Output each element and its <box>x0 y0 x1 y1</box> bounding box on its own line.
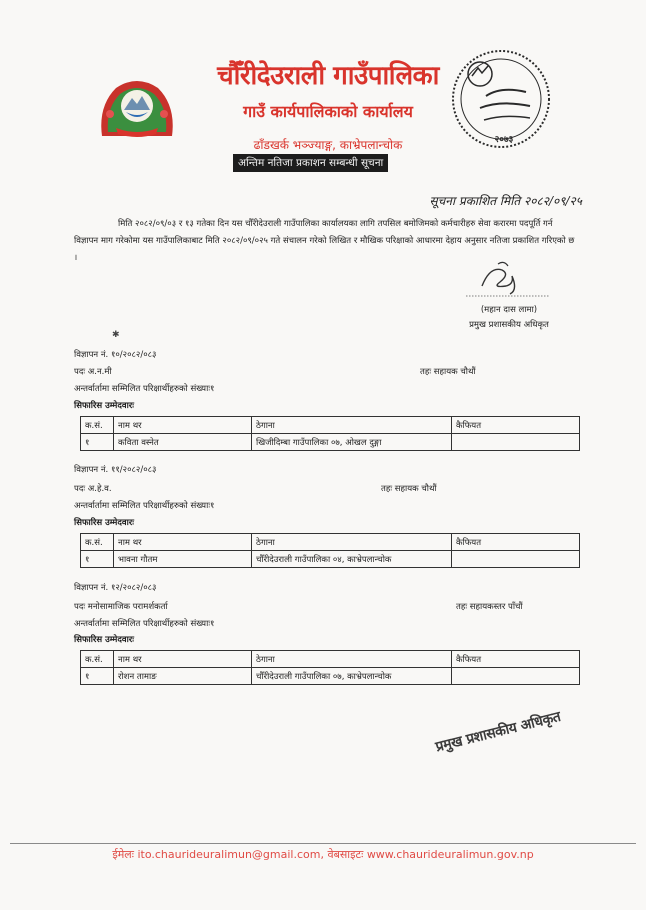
vacancy-1-post: पदः अ.न.मी <box>74 367 112 377</box>
notice-title: अन्तिम नतिजा प्रकाशन सम्बन्धी सूचना <box>233 154 388 172</box>
vacancy-1-table <box>80 416 580 451</box>
cell-serial: १ <box>81 434 114 451</box>
coat-of-arms-emblem <box>96 76 178 142</box>
vacancy-3-post: पदः मनोसामाजिक परामर्शकर्ता <box>74 602 168 612</box>
office-subtitle: गाउँ कार्यपालिकाको कार्यालय <box>243 102 413 121</box>
cell-name: कविता वस्नेत <box>114 434 252 451</box>
col-name: नाम थर <box>114 651 252 668</box>
footer-divider <box>10 843 636 844</box>
cell-serial: १ <box>81 668 114 685</box>
vacancy-3-level: तहः सहायकस्तर पाँचौं <box>456 602 523 612</box>
vacancy-3-ad-number: विज्ञापन नं. १२/२०८२/०८३ <box>74 583 157 593</box>
cell-serial: १ <box>81 551 114 568</box>
table-header-row <box>81 417 580 434</box>
ink-mark-icon: ✱ <box>112 330 120 340</box>
table-row <box>81 668 580 685</box>
vacancy-3-recommended-label: सिफारिस उम्मेदवारः <box>74 635 135 645</box>
notice-body: मिति २०८२/०९/०३ र १३ गतेका दिन यस चौँरीदेउराली गाउँपालिका कार्यालयका लागि तपसिल बमोजिमको कर्मचारीहरु सेवा करारमा पदपूर्ति गर्न विज्ञापन माग गरेकोमा यस गाउँपालिकाबाट मिति २०८२/०९/०२५ गते संचालन गरेको लिखित र मौखिक परिक्षाको आधारमा देहाय अनुसार नतिजा प्रकाशित गरिएको छ । <box>74 219 575 263</box>
vacancy-3-count: अन्तर्वार्तामा सम्मिलित परिक्षार्थीहरुको संख्याः१ <box>74 619 215 629</box>
vacancy-3-table <box>80 650 580 685</box>
publication-date: सूचना प्रकाशित मिति २०८२/०९/२५ <box>429 194 582 208</box>
col-address: ठेगाना <box>252 651 452 668</box>
office-stamp <box>446 46 556 152</box>
vacancy-2-recommended-label: सिफारिस उम्मेदवारः <box>74 518 135 528</box>
col-remarks: कैफियत <box>452 651 580 668</box>
cell-address: चौँरीदेउराली गाउँपालिका ०७, काभ्रेपलान्चोक <box>252 668 452 685</box>
cell-remarks <box>452 668 580 685</box>
table-row <box>81 551 580 568</box>
col-serial: क.सं. <box>81 534 114 551</box>
table-row <box>81 434 580 451</box>
signatory-title: प्रमुख प्रशासकीय अधिकृत <box>469 320 549 330</box>
vacancy-1-ad-number: विज्ञापन नं. १०/२०८२/०८३ <box>74 350 157 360</box>
vacancy-1-level: तहः सहायक चौथौं <box>420 367 476 377</box>
col-remarks: कैफियत <box>452 534 580 551</box>
signature <box>462 256 552 300</box>
table-header-row <box>81 534 580 551</box>
vacancy-2-post: पदः अ.हे.व. <box>74 484 112 494</box>
vacancy-2-count: अन्तर्वार्तामा सम्मिलित परिक्षार्थीहरुको संख्याः१ <box>74 501 215 511</box>
cell-remarks <box>452 434 580 451</box>
stamp-year: २०७३ <box>494 135 514 145</box>
table-header-row <box>81 651 580 668</box>
cell-name: भावना गौतम <box>114 551 252 568</box>
vacancy-1-recommended-label: सिफारिस उम्मेदवारः <box>74 401 135 411</box>
col-name: नाम थर <box>114 534 252 551</box>
col-serial: क.सं. <box>81 651 114 668</box>
col-address: ठेगाना <box>252 534 452 551</box>
footer-contact: ईमेलः ito.chaurideuralimun@gmail.com, वेबसाइटः www.chaurideuralimun.gov.np <box>112 848 534 861</box>
cell-remarks <box>452 551 580 568</box>
cell-address: चौँरीदेउराली गाउँपालिका ०४, काभ्रेपलान्चोक <box>252 551 452 568</box>
col-name: नाम थर <box>114 417 252 434</box>
vacancy-1-count: अन्तर्वार्तामा सम्मिलित परिक्षार्थीहरुको संख्याः१ <box>74 384 215 394</box>
vacancy-2-table <box>80 533 580 568</box>
col-serial: क.सं. <box>81 417 114 434</box>
municipality-title: चौँरीदेउराली गाउँपालिका <box>217 61 439 91</box>
vacancy-2-level: तहः सहायक चौथौं <box>381 484 437 494</box>
col-remarks: कैफियत <box>452 417 580 434</box>
rubber-stamp-text: प्रमुख प्रशासकीय अधिकृत <box>434 708 563 756</box>
office-address: ढाँडखर्क भञ्ज्याङ्ग, काभ्रेपलान्चोक <box>253 138 403 152</box>
officer-rubber-stamp <box>434 699 599 777</box>
cell-name: रोशन तामाङ <box>114 668 252 685</box>
vacancy-2-ad-number: विज्ञापन नं. ११/२०८२/०८३ <box>74 465 157 475</box>
cell-address: खिजीदिम्बा गाउँपालिका ०७, ओखल दुङ्गा <box>252 434 452 451</box>
signatory-name: (महान दास लामा) <box>480 305 538 315</box>
col-address: ठेगाना <box>252 417 452 434</box>
